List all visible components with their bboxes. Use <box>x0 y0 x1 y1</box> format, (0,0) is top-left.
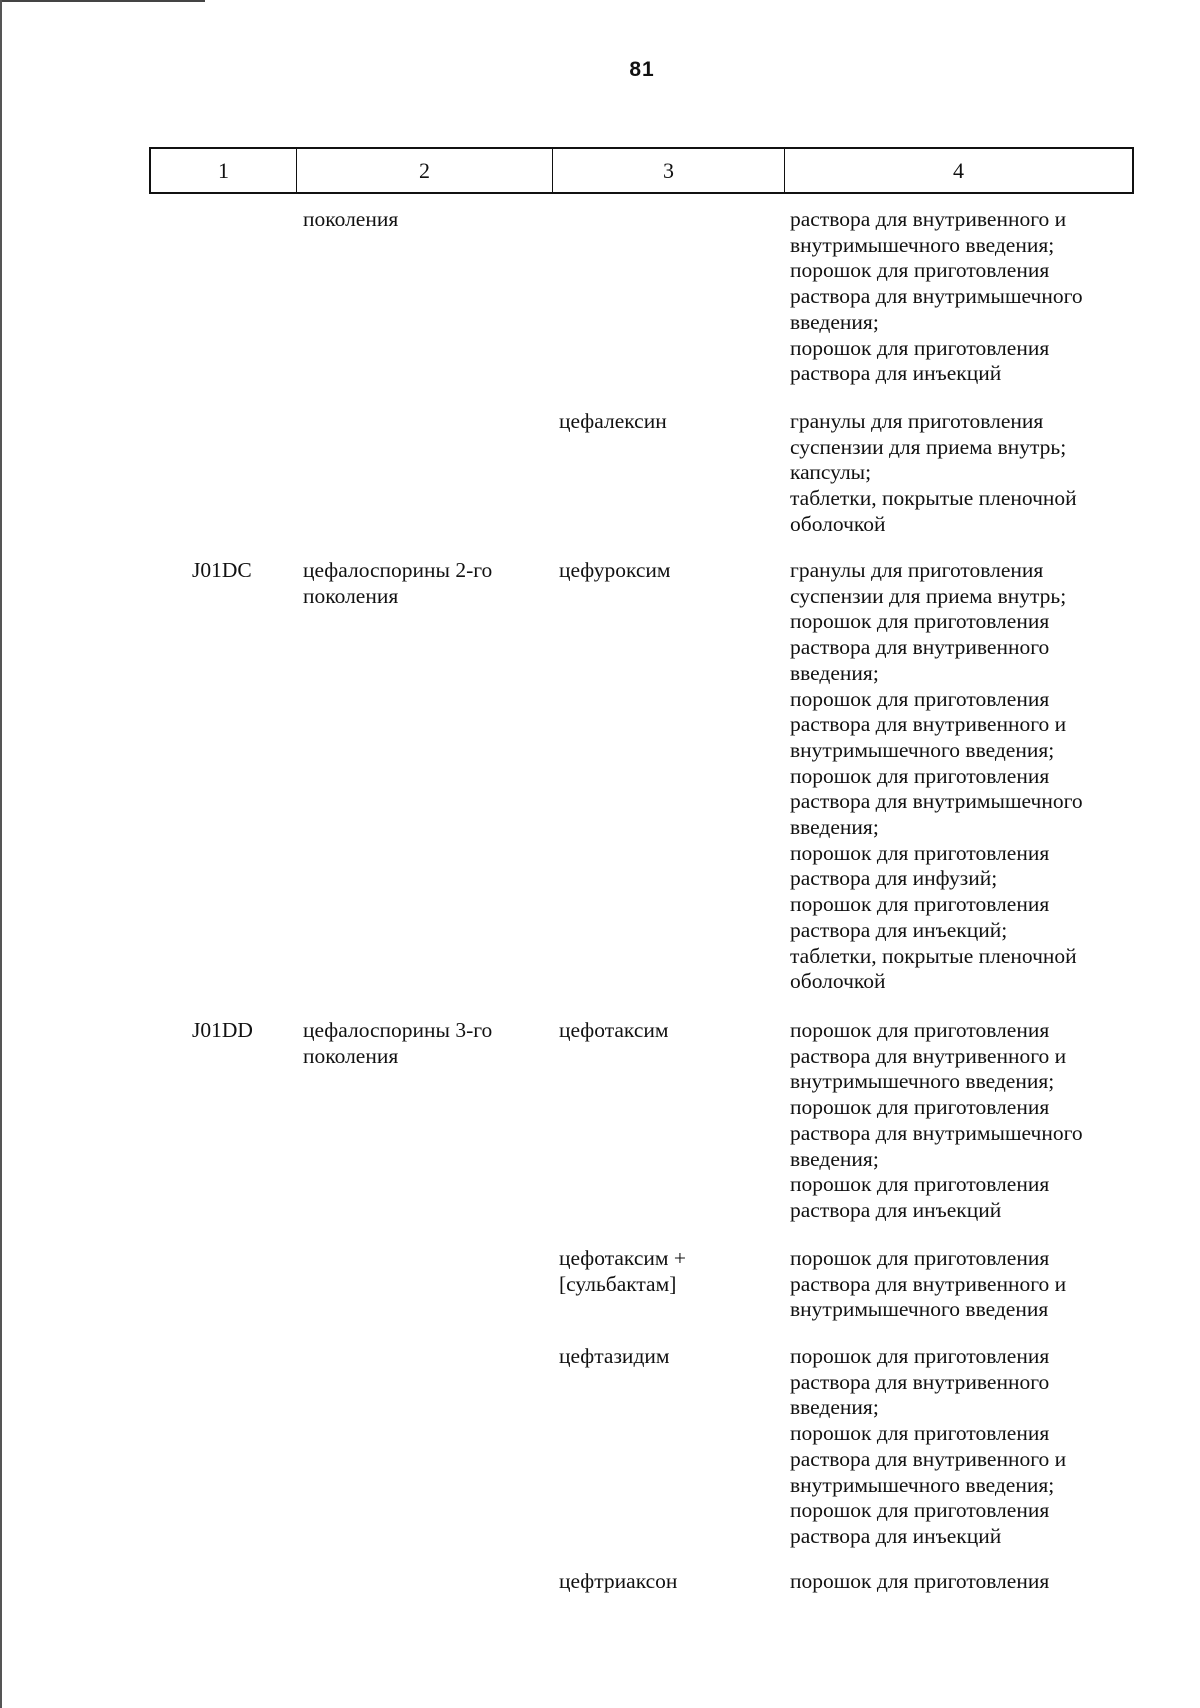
row-5-forms: порошок для приготовления раствора для внутривенного введения; порошок для приготовления раствора для внутривенного и внутримышечного введения; порошок для приготовления раствора для инъекций <box>790 1344 1067 1548</box>
left-edge-rule <box>0 0 2 1708</box>
row-3-group: цефалоспорины 3-го поколения <box>303 1018 493 1068</box>
row-2-code: J01DC <box>192 558 252 582</box>
row-1-drug: цефалексин <box>559 409 667 433</box>
row-2-group: цефалоспорины 2-го поколения <box>303 558 493 608</box>
page-number: 81 <box>629 58 655 81</box>
row-6-drug: цефтриаксон <box>559 1569 678 1593</box>
table-header <box>149 147 1134 194</box>
header-col-3: 3 <box>553 149 785 192</box>
row-2-drug: цефуроксим <box>559 558 671 582</box>
row-2-forms: гранулы для приготовления суспензии для приема внутрь; порошок для приготовления раствора для внутривенного введения; порошок для приготовления раствора для внутривенного и внутримышечного введения; порошок для приготовления раствора для внутримышечного введения; порошок для приготовления раствора для инфузий; порошок для приготовления раствора для инъекций; таблетки, покрытые пленочной оболочкой <box>790 558 1083 994</box>
header-col-1: 1 <box>151 149 297 192</box>
row-0-forms: раствора для внутривенного и внутримышечного введения; порошок для приготовления раствора для внутримышечного введения; порошок для приготовления раствора для инъекций <box>790 207 1083 386</box>
row-4-drug: цефотаксим + [сульбактам] <box>559 1246 686 1296</box>
row-3-drug: цефотаксим <box>559 1018 669 1042</box>
row-4-forms: порошок для приготовления раствора для внутривенного и внутримышечного введения <box>790 1246 1067 1322</box>
row-0-group: поколения <box>303 207 399 231</box>
header-col-2: 2 <box>297 149 553 192</box>
row-6-forms: порошок для приготовления <box>790 1569 1050 1593</box>
row-5-drug: цефтазидим <box>559 1344 670 1368</box>
header-col-4: 4 <box>953 157 964 183</box>
top-edge-rule <box>0 0 205 2</box>
row-1-forms: гранулы для приготовления суспензии для приема внутрь; капсулы; таблетки, покрытые пленочной оболочкой <box>790 409 1077 536</box>
row-3-forms: порошок для приготовления раствора для внутривенного и внутримышечного введения; порошок для приготовления раствора для внутримышечного введения; порошок для приготовления раствора для инъекций <box>790 1018 1083 1222</box>
row-3-code: J01DD <box>192 1018 253 1042</box>
